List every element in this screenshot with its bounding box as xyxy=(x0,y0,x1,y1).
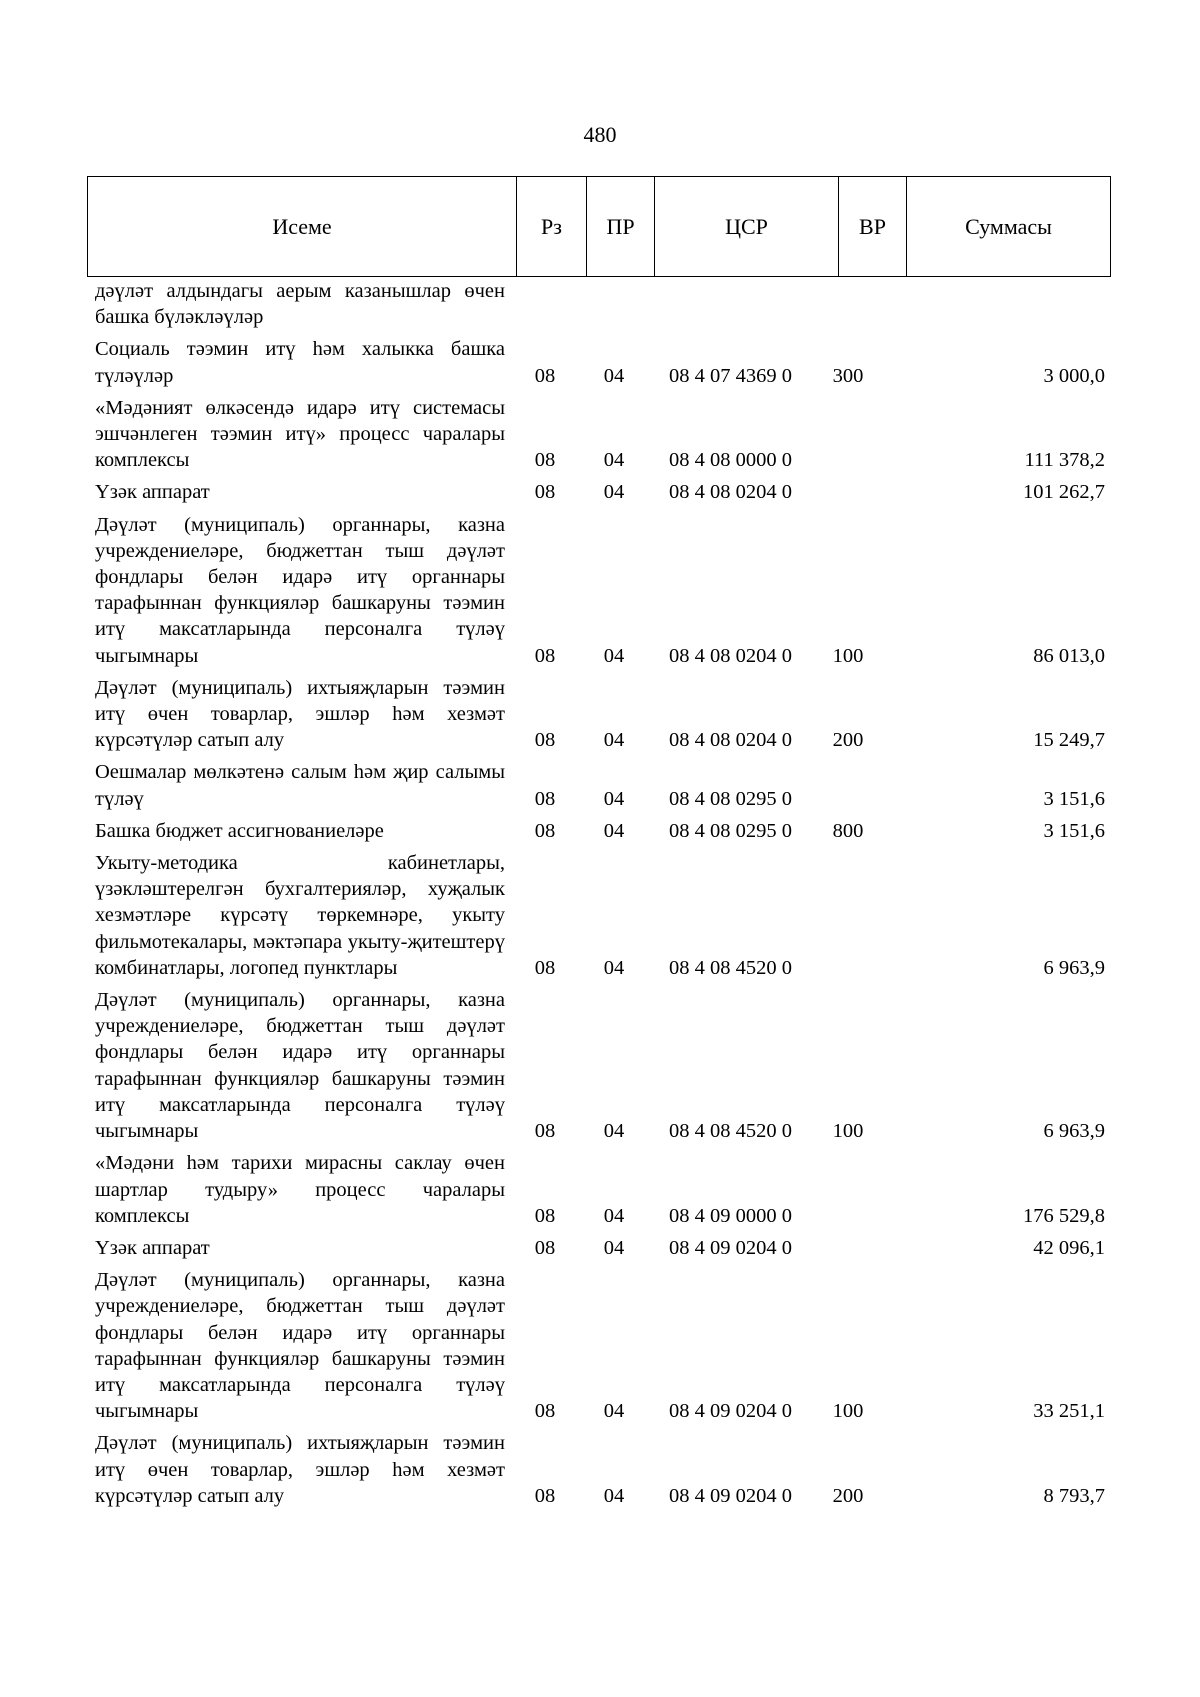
cell-sum: 3 151,6 xyxy=(1043,819,1105,842)
cell-pr: 04 xyxy=(603,819,625,842)
table-row xyxy=(95,336,1105,388)
cell-name: «Мәдәният өлкәсендә идарә итү системасы эшчәнлеген тәэмин итү» процесс чаралары комплексы xyxy=(95,396,505,472)
cell-csr: 08 4 08 4520 0 xyxy=(669,956,792,979)
table-row xyxy=(95,987,1105,1144)
cell-vr: 100 xyxy=(832,1120,864,1143)
cell-name: Дәүләт (муниципаль) органнары, казна учреждениеләре, бюджеттан тыш дәүләт фондлары белән идарә итү органнары тарафыннан функцияләр башкаруны тәэмин итү максатларында персоналга түләү чыгымнары xyxy=(95,513,505,667)
cell-sum: 101 262,7 xyxy=(1023,481,1105,504)
cell-rz: 08 xyxy=(534,1120,556,1143)
cell-name: Дәүләт (муниципаль) органнары, казна учреждениеләре, бюджеттан тыш дәүләт фондлары белән идарә итү органнары тарафыннан функцияләр башкаруны тәэмин итү максатларында персоналга түләү чыгымнары xyxy=(95,989,505,1143)
cell-pr: 04 xyxy=(603,956,625,979)
cell-rz: 08 xyxy=(534,364,556,387)
cell-csr: 08 4 08 0295 0 xyxy=(669,787,792,810)
table-row xyxy=(95,278,1105,330)
cell-rz: 08 xyxy=(534,1400,556,1423)
header-sum: Суммасы xyxy=(907,177,1111,277)
cell-rz: 08 xyxy=(534,481,556,504)
page-number: 480 xyxy=(583,122,617,147)
cell-sum: 15 249,7 xyxy=(1033,729,1105,752)
cell-rz: 08 xyxy=(534,787,556,810)
table-row xyxy=(95,675,1105,754)
cell-csr: 08 4 08 4520 0 xyxy=(669,1120,792,1143)
cell-csr: 08 4 09 0000 0 xyxy=(669,1204,792,1227)
cell-rz: 08 xyxy=(534,819,556,842)
cell-name: «Мәдәни һәм тарихи мирасны саклау өчен шартлар тудыру» процесс чаралары комплексы xyxy=(95,1152,505,1227)
cell-pr: 04 xyxy=(603,364,625,387)
table-row xyxy=(95,512,1105,669)
cell-vr: 100 xyxy=(832,1400,864,1423)
table-header xyxy=(87,176,1111,277)
cell-sum: 33 251,1 xyxy=(1033,1400,1105,1423)
cell-pr: 04 xyxy=(603,1204,625,1227)
cell-name: Укыту-методика кабинетлары, үзәкләштерелгән бухгалтерияләр, хуҗалык хезмәтләре күрсәтү төркемнәре, укыту фильмотекалары, мәктәпара укыту-җитештерү комбинатлары, логопед пунктлары xyxy=(95,852,505,979)
cell-rz: 08 xyxy=(534,449,556,472)
header-rz: Рз xyxy=(517,177,587,277)
cell-csr: 08 4 08 0204 0 xyxy=(669,481,792,504)
table-body xyxy=(95,278,1105,1515)
cell-name: Оешмалар мөлкәтенә салым һәм җир салымы түләү xyxy=(95,761,505,810)
header-name: Исеме xyxy=(88,177,517,277)
cell-csr: 08 4 08 0204 0 xyxy=(669,729,792,752)
table-row xyxy=(95,1267,1105,1424)
cell-pr: 04 xyxy=(603,1484,625,1507)
cell-csr: 08 4 09 0204 0 xyxy=(669,1236,792,1259)
cell-name: Социаль тәэмин итү һәм халыкка башка түләүләр xyxy=(95,338,505,387)
cell-vr: 200 xyxy=(832,729,864,752)
cell-name: дәүләт алдындагы аерым казанышлар өчен башка бүләкләүләр xyxy=(95,280,505,329)
table-row xyxy=(95,1430,1105,1509)
cell-pr: 04 xyxy=(603,449,625,472)
cell-name: Башка бюджет ассигнованиеләре xyxy=(95,819,384,842)
cell-sum: 6 963,9 xyxy=(1043,1120,1105,1143)
cell-vr: 300 xyxy=(832,364,864,387)
cell-rz: 08 xyxy=(534,644,556,667)
cell-rz: 08 xyxy=(534,729,556,752)
cell-name: Үзәк аппарат xyxy=(95,481,210,504)
cell-rz: 08 xyxy=(534,1484,556,1507)
table-row xyxy=(95,395,1105,474)
cell-sum: 86 013,0 xyxy=(1033,644,1105,667)
header-vr: ВР xyxy=(839,177,907,277)
cell-sum: 8 793,7 xyxy=(1043,1484,1105,1507)
table-row xyxy=(95,1235,1105,1261)
cell-pr: 04 xyxy=(603,1236,625,1259)
cell-sum: 42 096,1 xyxy=(1033,1236,1105,1259)
cell-sum: 3 151,6 xyxy=(1043,787,1105,810)
cell-pr: 04 xyxy=(603,1400,625,1423)
table-row xyxy=(95,479,1105,505)
cell-rz: 08 xyxy=(534,956,556,979)
cell-csr: 08 4 08 0000 0 xyxy=(669,449,792,472)
cell-csr: 08 4 07 4369 0 xyxy=(669,364,792,387)
cell-rz: 08 xyxy=(534,1204,556,1227)
cell-pr: 04 xyxy=(603,481,625,504)
cell-sum: 3 000,0 xyxy=(1043,364,1105,387)
table-row xyxy=(95,759,1105,811)
cell-pr: 04 xyxy=(603,729,625,752)
cell-name: Дәүләт (муниципаль) органнары, казна учреждениеләре, бюджеттан тыш дәүләт фондлары белән идарә итү органнары тарафыннан функцияләр башкаруны тәэмин итү максатларында персоналга түләү чыгымнары xyxy=(95,1269,505,1423)
cell-csr: 08 4 08 0204 0 xyxy=(669,644,792,667)
cell-name: Дәүләт (муниципаль) ихтыяҗларын тәэмин итү өчен товарлар, эшләр һәм хезмәт күрсәтүләр сатып алу xyxy=(95,1432,505,1507)
cell-vr: 100 xyxy=(832,644,864,667)
cell-name: Үзәк аппарат xyxy=(95,1236,210,1259)
cell-sum: 176 529,8 xyxy=(1023,1204,1105,1227)
table-row xyxy=(95,850,1105,981)
cell-pr: 04 xyxy=(603,644,625,667)
cell-sum: 6 963,9 xyxy=(1043,956,1105,979)
cell-vr: 800 xyxy=(832,819,864,842)
cell-csr: 08 4 09 0204 0 xyxy=(669,1400,792,1423)
cell-pr: 04 xyxy=(603,787,625,810)
cell-rz: 08 xyxy=(534,1236,556,1259)
cell-pr: 04 xyxy=(603,1120,625,1143)
table-row xyxy=(95,818,1105,844)
cell-vr: 200 xyxy=(832,1484,864,1507)
header-pr: ПР xyxy=(587,177,655,277)
header-csr: ЦСР xyxy=(655,177,839,277)
cell-sum: 111 378,2 xyxy=(1024,449,1105,472)
cell-csr: 08 4 08 0295 0 xyxy=(669,819,792,842)
cell-name: Дәүләт (муниципаль) ихтыяҗларын тәэмин итү өчен товарлар, эшләр һәм хезмәт күрсәтүләр сатып алу xyxy=(95,676,505,752)
cell-csr: 08 4 09 0204 0 xyxy=(669,1484,792,1507)
table-row xyxy=(95,1150,1105,1229)
